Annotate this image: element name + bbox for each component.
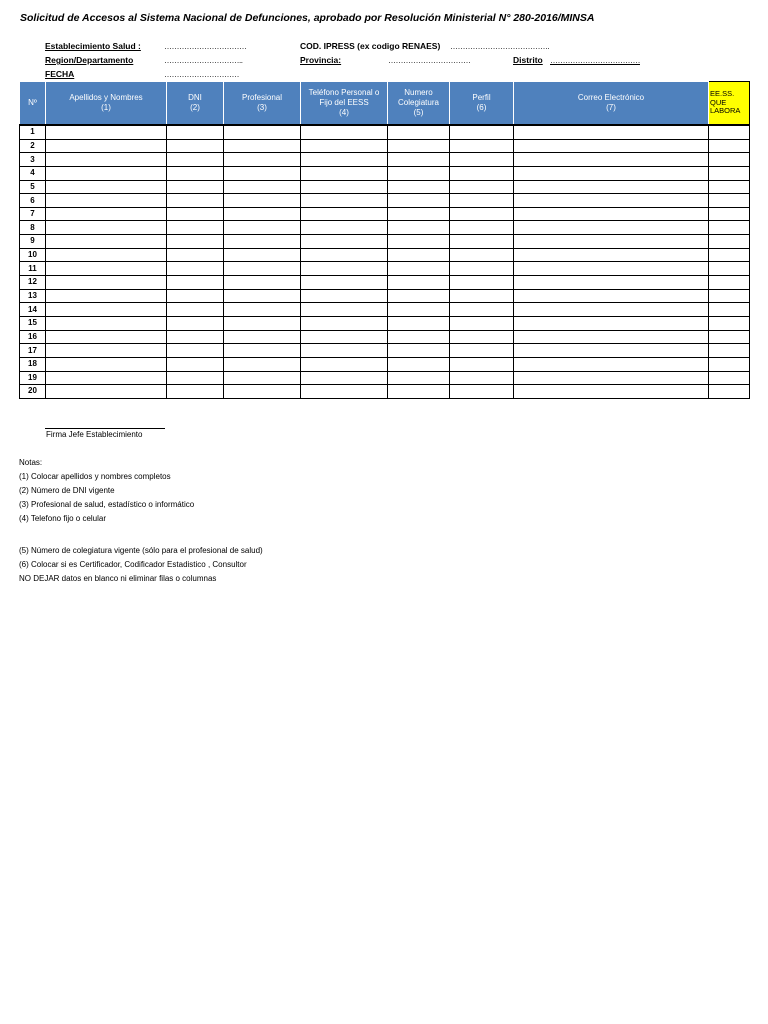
table-row: [20, 371, 750, 385]
table-cell[interactable]: [46, 385, 167, 399]
table-header-row: [20, 82, 750, 126]
table-cell[interactable]: [167, 303, 224, 317]
table-cell[interactable]: [167, 180, 224, 194]
table-cell[interactable]: [514, 357, 709, 371]
table-cell[interactable]: [224, 207, 301, 221]
row-number: 9: [20, 235, 46, 249]
table-cell[interactable]: [450, 371, 514, 385]
table-cell[interactable]: [709, 371, 750, 385]
table-row: [20, 180, 750, 194]
table-row: [20, 125, 750, 139]
table-cell[interactable]: [709, 289, 750, 303]
table-row: [20, 248, 750, 262]
row-number: 3: [20, 153, 46, 167]
table-cell[interactable]: [514, 125, 709, 139]
table-cell[interactable]: [514, 344, 709, 358]
table-cell[interactable]: [388, 316, 450, 330]
table-cell[interactable]: [224, 371, 301, 385]
table-cell[interactable]: [514, 235, 709, 249]
table-cell[interactable]: [709, 276, 750, 290]
table-cell[interactable]: [46, 303, 167, 317]
table-cell[interactable]: [388, 371, 450, 385]
table-cell[interactable]: [301, 344, 388, 358]
table-cell[interactable]: [167, 166, 224, 180]
table-cell[interactable]: [709, 194, 750, 208]
table-cell[interactable]: [450, 125, 514, 139]
row-number: 16: [20, 330, 46, 344]
table-row: [20, 276, 750, 290]
table-cell[interactable]: [167, 221, 224, 235]
table-cell[interactable]: [709, 385, 750, 399]
table-cell[interactable]: [224, 262, 301, 276]
note-item: (5) Número de colegiatura vigente (sólo para el profesional de salud): [19, 546, 263, 555]
column-header: Perfil (6): [450, 82, 514, 126]
table-cell[interactable]: [46, 139, 167, 153]
table-cell[interactable]: [224, 357, 301, 371]
table-cell[interactable]: [709, 248, 750, 262]
row-number: 20: [20, 385, 46, 399]
table-cell[interactable]: [301, 166, 388, 180]
cod-ipress-field[interactable]: ………………………………….: [450, 42, 550, 51]
table-cell[interactable]: [301, 357, 388, 371]
notes-spacer: [19, 526, 263, 544]
table-cell[interactable]: [450, 166, 514, 180]
table-row: [20, 194, 750, 208]
establecimiento-label: Establecimiento Salud :: [45, 41, 141, 51]
table-cell[interactable]: [514, 385, 709, 399]
table-cell[interactable]: [301, 262, 388, 276]
table-cell[interactable]: [450, 385, 514, 399]
table-cell[interactable]: [167, 385, 224, 399]
table-cell[interactable]: [46, 235, 167, 249]
table-cell[interactable]: [388, 125, 450, 139]
table-cell[interactable]: [167, 357, 224, 371]
table-cell[interactable]: [514, 276, 709, 290]
row-number: 1: [20, 125, 46, 139]
table-row: [20, 316, 750, 330]
table-cell[interactable]: [301, 194, 388, 208]
table-cell[interactable]: [224, 316, 301, 330]
table-cell[interactable]: [450, 248, 514, 262]
table-row: [20, 153, 750, 167]
table-cell[interactable]: [388, 344, 450, 358]
table-cell[interactable]: [167, 289, 224, 303]
table-cell[interactable]: [167, 248, 224, 262]
table-cell[interactable]: [46, 207, 167, 221]
table-cell[interactable]: [514, 207, 709, 221]
table-cell[interactable]: [709, 207, 750, 221]
table-cell[interactable]: [450, 194, 514, 208]
table-cell[interactable]: [709, 330, 750, 344]
row-number: 11: [20, 262, 46, 276]
signature-label: Firma Jefe Establecimiento: [46, 430, 143, 439]
table-cell[interactable]: [514, 262, 709, 276]
table-cell[interactable]: [514, 371, 709, 385]
table-cell[interactable]: [167, 194, 224, 208]
table-cell[interactable]: [167, 316, 224, 330]
table-cell[interactable]: [514, 194, 709, 208]
table-cell[interactable]: [388, 139, 450, 153]
table-cell[interactable]: [709, 235, 750, 249]
table-cell[interactable]: [301, 303, 388, 317]
table-cell[interactable]: [709, 139, 750, 153]
row-number: 7: [20, 207, 46, 221]
row-number: 18: [20, 357, 46, 371]
table-row: [20, 221, 750, 235]
fecha-label: FECHA: [45, 69, 75, 79]
table-cell[interactable]: [450, 207, 514, 221]
table-cell[interactable]: [388, 303, 450, 317]
note-item: (3) Profesional de salud, estadístico o informático: [19, 500, 195, 509]
note-item: (6) Colocar si es Certificador, Codificador Estadistico , Consultor: [19, 560, 247, 569]
table-cell[interactable]: [167, 235, 224, 249]
table-cell[interactable]: [301, 235, 388, 249]
table-cell[interactable]: [46, 357, 167, 371]
table-row: [20, 289, 750, 303]
table-cell[interactable]: [224, 248, 301, 262]
table-cell[interactable]: [450, 316, 514, 330]
document-title: Solicitud de Accesos al Sistema Nacional de Defunciones, aprobado por Resolución Ministerial N° 280-2016/MINSA: [20, 12, 595, 24]
table-row: [20, 262, 750, 276]
notes-heading: Notas:: [19, 458, 43, 467]
table-row: [20, 139, 750, 153]
row-number: 8: [20, 221, 46, 235]
column-header: Profesional (3): [224, 82, 301, 126]
table-row: [20, 235, 750, 249]
table-cell[interactable]: [224, 125, 301, 139]
table-cell[interactable]: [388, 235, 450, 249]
access-request-table: [19, 81, 750, 399]
table-cell[interactable]: [224, 303, 301, 317]
row-number: 2: [20, 139, 46, 153]
notes-section: [19, 456, 263, 586]
table-cell[interactable]: [709, 357, 750, 371]
table-cell[interactable]: [224, 153, 301, 167]
row-number: 12: [20, 276, 46, 290]
table-cell[interactable]: [167, 276, 224, 290]
table-cell[interactable]: [301, 221, 388, 235]
table-cell[interactable]: [224, 235, 301, 249]
table-cell[interactable]: [709, 316, 750, 330]
table-body: [20, 125, 750, 398]
table-cell[interactable]: [514, 303, 709, 317]
table-cell[interactable]: [46, 289, 167, 303]
table-cell[interactable]: [46, 180, 167, 194]
distrito-field[interactable]: ………………………………: [550, 56, 640, 65]
table-cell[interactable]: [46, 248, 167, 262]
table-cell[interactable]: [388, 248, 450, 262]
table-cell[interactable]: [224, 344, 301, 358]
table-cell[interactable]: [388, 357, 450, 371]
table-cell[interactable]: [301, 276, 388, 290]
table-cell[interactable]: [46, 221, 167, 235]
table-cell[interactable]: [388, 221, 450, 235]
table-cell[interactable]: [167, 125, 224, 139]
table-cell[interactable]: [46, 194, 167, 208]
table-cell[interactable]: [301, 153, 388, 167]
table-cell[interactable]: [167, 139, 224, 153]
table-cell[interactable]: [167, 153, 224, 167]
table-cell[interactable]: [388, 262, 450, 276]
table-cell[interactable]: [46, 316, 167, 330]
table-cell[interactable]: [450, 221, 514, 235]
table-cell[interactable]: [709, 180, 750, 194]
note-item: (4) Telefono fijo o celular: [19, 514, 107, 523]
table-cell[interactable]: [224, 180, 301, 194]
note-item: (1) Colocar apellidos y nombres completos: [19, 472, 171, 481]
table-cell[interactable]: [224, 330, 301, 344]
table-cell[interactable]: [301, 248, 388, 262]
table-cell[interactable]: [224, 139, 301, 153]
table-cell[interactable]: [301, 330, 388, 344]
table-row: [20, 303, 750, 317]
table-cell[interactable]: [388, 180, 450, 194]
provincia-field[interactable]: ……………………………: [388, 56, 471, 65]
distrito-label: Distrito: [513, 55, 543, 65]
table-cell[interactable]: [709, 153, 750, 167]
row-number: 17: [20, 344, 46, 358]
fecha-field[interactable]: …………………………: [164, 70, 239, 79]
table-cell[interactable]: [224, 194, 301, 208]
table-row: [20, 207, 750, 221]
table-cell[interactable]: [46, 153, 167, 167]
note-item: NO DEJAR datos en blanco ni eliminar filas o columnas: [19, 574, 217, 583]
table-cell[interactable]: [167, 207, 224, 221]
table-cell[interactable]: [301, 125, 388, 139]
table-cell[interactable]: [514, 139, 709, 153]
table-cell[interactable]: [388, 153, 450, 167]
provincia-label: Provincia:: [300, 55, 342, 65]
table-cell[interactable]: [514, 153, 709, 167]
table-cell[interactable]: [388, 207, 450, 221]
table-cell[interactable]: [450, 262, 514, 276]
table-cell[interactable]: [514, 289, 709, 303]
table-cell[interactable]: [301, 180, 388, 194]
table-cell[interactable]: [514, 221, 709, 235]
column-header: Apellidos y Nombres (1): [46, 82, 167, 126]
table-cell[interactable]: [450, 289, 514, 303]
table-cell[interactable]: [388, 385, 450, 399]
table-cell[interactable]: [450, 139, 514, 153]
establecimiento-field[interactable]: ……………………………: [164, 42, 247, 51]
row-number: 19: [20, 371, 46, 385]
table-cell[interactable]: [450, 330, 514, 344]
table-cell[interactable]: [514, 316, 709, 330]
table-cell[interactable]: [388, 276, 450, 290]
table-cell[interactable]: [224, 385, 301, 399]
column-header: Numero Colegiatura (5): [388, 82, 450, 126]
table-cell[interactable]: [46, 166, 167, 180]
row-number: 14: [20, 303, 46, 317]
table-row: [20, 166, 750, 180]
table-cell[interactable]: [301, 289, 388, 303]
table-cell[interactable]: [167, 344, 224, 358]
table-cell[interactable]: [709, 303, 750, 317]
table-row: [20, 330, 750, 344]
table-cell[interactable]: [450, 303, 514, 317]
table-cell[interactable]: [388, 330, 450, 344]
cod-ipress-label: COD. IPRESS (ex codigo RENAES): [300, 41, 441, 51]
table-cell[interactable]: [46, 330, 167, 344]
table-cell[interactable]: [450, 180, 514, 194]
note-item: (2) Número de DNI vigente: [19, 486, 115, 495]
table-cell[interactable]: [388, 194, 450, 208]
column-header: Correo Electrónico (7): [514, 82, 709, 126]
table-row: [20, 344, 750, 358]
table-cell[interactable]: [709, 221, 750, 235]
table-cell[interactable]: [514, 180, 709, 194]
row-number: 4: [20, 166, 46, 180]
table-cell[interactable]: [46, 125, 167, 139]
row-number: 6: [20, 194, 46, 208]
table-cell[interactable]: [388, 289, 450, 303]
table-cell[interactable]: [46, 262, 167, 276]
row-number: 13: [20, 289, 46, 303]
row-number: 10: [20, 248, 46, 262]
table-cell[interactable]: [709, 344, 750, 358]
table-row: [20, 385, 750, 399]
table-cell[interactable]: [514, 248, 709, 262]
table-cell[interactable]: [167, 330, 224, 344]
table-cell[interactable]: [301, 385, 388, 399]
table-cell[interactable]: [46, 276, 167, 290]
column-header: DNI (2): [167, 82, 224, 126]
table-cell[interactable]: [224, 289, 301, 303]
table-cell[interactable]: [450, 153, 514, 167]
table-cell[interactable]: [709, 125, 750, 139]
table-cell[interactable]: [450, 344, 514, 358]
row-number: 15: [20, 316, 46, 330]
table-cell[interactable]: [224, 221, 301, 235]
table-cell[interactable]: [388, 166, 450, 180]
table-cell[interactable]: [301, 371, 388, 385]
region-field[interactable]: …………………………..: [164, 56, 243, 65]
table-cell[interactable]: [709, 166, 750, 180]
table-cell[interactable]: [450, 357, 514, 371]
table-cell[interactable]: [224, 276, 301, 290]
table-cell[interactable]: [709, 262, 750, 276]
column-header: Teléfono Personal o Fijo del EESS (4): [301, 82, 388, 126]
table-cell[interactable]: [46, 344, 167, 358]
table-cell[interactable]: [46, 371, 167, 385]
table-cell[interactable]: [514, 166, 709, 180]
table-cell[interactable]: [167, 371, 224, 385]
column-header: Nº: [20, 82, 46, 126]
table-cell[interactable]: [514, 330, 709, 344]
table-cell[interactable]: [301, 316, 388, 330]
table-cell[interactable]: [450, 276, 514, 290]
row-number: 5: [20, 180, 46, 194]
table-cell[interactable]: [450, 235, 514, 249]
table-cell[interactable]: [167, 262, 224, 276]
table-row: [20, 357, 750, 371]
table-cell[interactable]: [301, 207, 388, 221]
table-cell[interactable]: [224, 166, 301, 180]
region-label: Region/Departamento: [45, 55, 134, 65]
column-header-eess: EE.SS. QUE LABORA: [709, 82, 750, 126]
signature-line: [45, 428, 165, 429]
table-cell[interactable]: [301, 139, 388, 153]
